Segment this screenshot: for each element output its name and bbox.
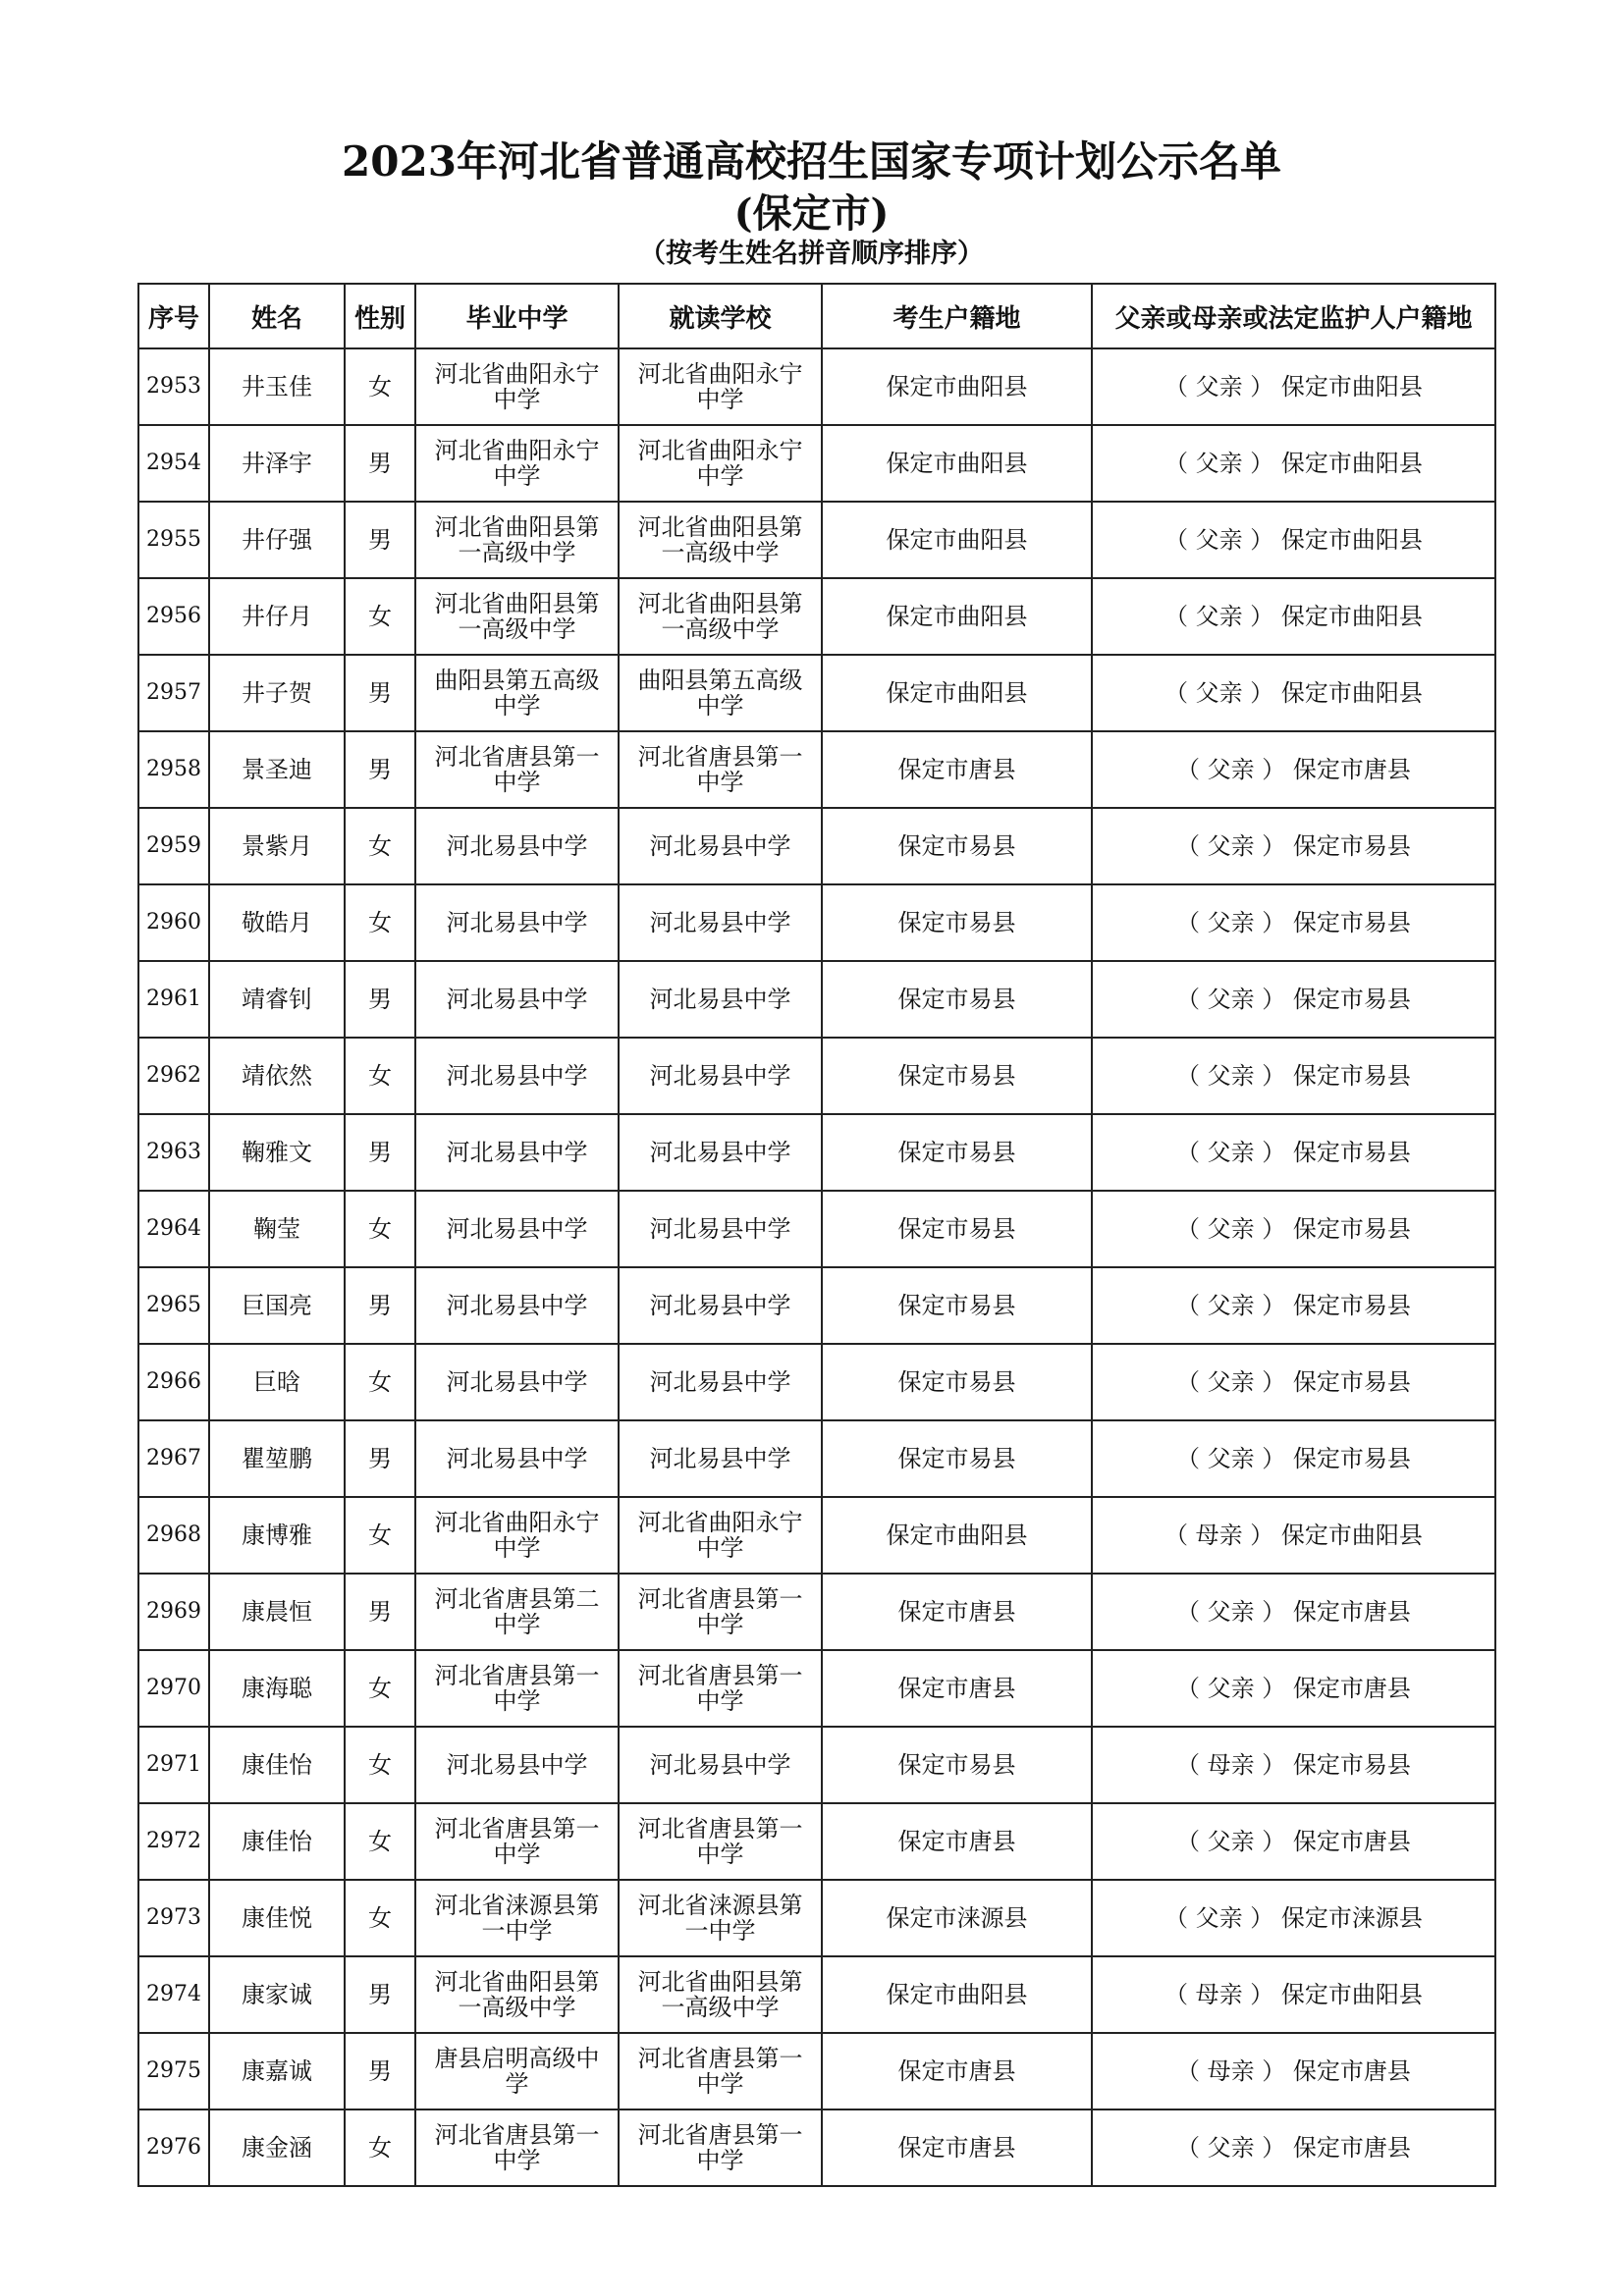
- header-current-school: 就读学校: [619, 284, 822, 348]
- cell-guardian-domicile: （ 父亲 ） 保定市唐县: [1092, 1574, 1495, 1650]
- cell-gender: 男: [345, 1420, 415, 1497]
- cell-guardian-domicile: （ 母亲 ） 保定市曲阳县: [1092, 1956, 1495, 2033]
- table-row: [138, 1803, 1495, 1880]
- cell-graduation-school: 河北省唐县第一中学: [415, 731, 619, 808]
- cell-gender: 女: [345, 348, 415, 425]
- cell-student-domicile: 保定市易县: [822, 884, 1092, 961]
- cell-current-school: 河北省涞源县第一中学: [619, 1880, 822, 1956]
- cell-guardian-domicile: （ 父亲 ） 保定市唐县: [1092, 1803, 1495, 1880]
- cell-graduation-school: 河北省曲阳永宁中学: [415, 425, 619, 502]
- cell-name: 鞠莹: [209, 1191, 345, 1267]
- cell-student-domicile: 保定市唐县: [822, 1803, 1092, 1880]
- cell-index: 2961: [138, 961, 209, 1038]
- cell-index: 2957: [138, 655, 209, 731]
- table-row: [138, 2109, 1495, 2186]
- cell-index: 2953: [138, 348, 209, 425]
- cell-name: 鞠雅文: [209, 1114, 345, 1191]
- cell-guardian-domicile: （ 父亲 ） 保定市易县: [1092, 961, 1495, 1038]
- cell-gender: 男: [345, 1574, 415, 1650]
- cell-student-domicile: 保定市易县: [822, 1267, 1092, 1344]
- cell-current-school: 河北易县中学: [619, 1191, 822, 1267]
- cell-graduation-school: 河北省曲阳永宁中学: [415, 348, 619, 425]
- cell-student-domicile: 保定市唐县: [822, 2109, 1092, 2186]
- cell-graduation-school: 河北省唐县第二中学: [415, 1574, 619, 1650]
- cell-current-school: 曲阳县第五高级中学: [619, 655, 822, 731]
- cell-guardian-domicile: （ 父亲 ） 保定市易县: [1092, 1114, 1495, 1191]
- cell-guardian-domicile: （ 母亲 ） 保定市唐县: [1092, 2033, 1495, 2109]
- cell-student-domicile: 保定市易县: [822, 1727, 1092, 1803]
- cell-guardian-domicile: （ 父亲 ） 保定市易县: [1092, 808, 1495, 884]
- cell-graduation-school: 河北易县中学: [415, 1267, 619, 1344]
- cell-index: 2969: [138, 1574, 209, 1650]
- table-row: [138, 425, 1495, 502]
- cell-current-school: 河北易县中学: [619, 808, 822, 884]
- cell-student-domicile: 保定市易县: [822, 1191, 1092, 1267]
- cell-guardian-domicile: （ 父亲 ） 保定市曲阳县: [1092, 578, 1495, 655]
- table-row: [138, 1497, 1495, 1574]
- cell-graduation-school: 河北易县中学: [415, 1191, 619, 1267]
- cell-name: 康晨恒: [209, 1574, 345, 1650]
- cell-graduation-school: 河北易县中学: [415, 1114, 619, 1191]
- table-row: [138, 348, 1495, 425]
- cell-student-domicile: 保定市曲阳县: [822, 655, 1092, 731]
- cell-name: 靖睿钊: [209, 961, 345, 1038]
- cell-current-school: 河北易县中学: [619, 884, 822, 961]
- table-row: [138, 1191, 1495, 1267]
- cell-name: 井子贺: [209, 655, 345, 731]
- cell-graduation-school: 河北易县中学: [415, 808, 619, 884]
- cell-current-school: 河北省曲阳永宁中学: [619, 1497, 822, 1574]
- cell-gender: 女: [345, 1344, 415, 1420]
- cell-index: 2972: [138, 1803, 209, 1880]
- cell-gender: 女: [345, 1803, 415, 1880]
- cell-gender: 男: [345, 961, 415, 1038]
- cell-student-domicile: 保定市曲阳县: [822, 502, 1092, 578]
- table-row: [138, 1650, 1495, 1727]
- cell-gender: 女: [345, 1650, 415, 1727]
- cell-guardian-domicile: （ 母亲 ） 保定市易县: [1092, 1727, 1495, 1803]
- cell-current-school: 河北易县中学: [619, 1727, 822, 1803]
- cell-name: 景紫月: [209, 808, 345, 884]
- cell-name: 康佳怡: [209, 1803, 345, 1880]
- cell-guardian-domicile: （ 父亲 ） 保定市曲阳县: [1092, 502, 1495, 578]
- cell-current-school: 河北省唐县第一中学: [619, 1803, 822, 1880]
- cell-name: 景圣迪: [209, 731, 345, 808]
- cell-current-school: 河北省曲阳永宁中学: [619, 425, 822, 502]
- table-row: [138, 655, 1495, 731]
- cell-guardian-domicile: （ 父亲 ） 保定市唐县: [1092, 1650, 1495, 1727]
- cell-index: 2967: [138, 1420, 209, 1497]
- cell-gender: 女: [345, 2109, 415, 2186]
- cell-current-school: 河北易县中学: [619, 1038, 822, 1114]
- cell-student-domicile: 保定市曲阳县: [822, 1497, 1092, 1574]
- cell-index: 2976: [138, 2109, 209, 2186]
- cell-gender: 女: [345, 578, 415, 655]
- cell-student-domicile: 保定市易县: [822, 961, 1092, 1038]
- cell-student-domicile: 保定市唐县: [822, 2033, 1092, 2109]
- table-row: [138, 1267, 1495, 1344]
- table-row: [138, 1956, 1495, 2033]
- cell-name: 康家诚: [209, 1956, 345, 2033]
- cell-student-domicile: 保定市唐县: [822, 731, 1092, 808]
- cell-gender: 男: [345, 1956, 415, 2033]
- cell-index: 2954: [138, 425, 209, 502]
- cell-index: 2965: [138, 1267, 209, 1344]
- cell-graduation-school: 唐县启明高级中学: [415, 2033, 619, 2109]
- cell-index: 2964: [138, 1191, 209, 1267]
- cell-student-domicile: 保定市易县: [822, 808, 1092, 884]
- cell-guardian-domicile: （ 父亲 ） 保定市曲阳县: [1092, 348, 1495, 425]
- cell-index: 2959: [138, 808, 209, 884]
- cell-name: 井泽宇: [209, 425, 345, 502]
- cell-name: 靖依然: [209, 1038, 345, 1114]
- cell-gender: 男: [345, 1114, 415, 1191]
- cell-guardian-domicile: （ 父亲 ） 保定市易县: [1092, 884, 1495, 961]
- cell-graduation-school: 河北省曲阳县第一高级中学: [415, 502, 619, 578]
- cell-current-school: 河北省唐县第一中学: [619, 731, 822, 808]
- cell-current-school: 河北易县中学: [619, 961, 822, 1038]
- cell-gender: 男: [345, 1267, 415, 1344]
- cell-guardian-domicile: （ 父亲 ） 保定市易县: [1092, 1038, 1495, 1114]
- table-row: [138, 884, 1495, 961]
- cell-index: 2971: [138, 1727, 209, 1803]
- cell-student-domicile: 保定市涞源县: [822, 1880, 1092, 1956]
- table-row: [138, 1038, 1495, 1114]
- cell-student-domicile: 保定市易县: [822, 1038, 1092, 1114]
- header-index: 序号: [138, 284, 209, 348]
- cell-current-school: 河北省唐县第一中学: [619, 1650, 822, 1727]
- cell-guardian-domicile: （ 父亲 ） 保定市曲阳县: [1092, 655, 1495, 731]
- page-subtitle-sort-note: （按考生姓名拼音顺序排序）: [639, 239, 984, 269]
- cell-index: 2963: [138, 1114, 209, 1191]
- cell-name: 井仔强: [209, 502, 345, 578]
- cell-name: 井仔月: [209, 578, 345, 655]
- cell-graduation-school: 河北省唐县第一中学: [415, 1803, 619, 1880]
- cell-graduation-school: 河北易县中学: [415, 961, 619, 1038]
- header-guardian-domicile: 父亲或母亲或法定监护人户籍地: [1092, 284, 1495, 348]
- cell-student-domicile: 保定市易县: [822, 1114, 1092, 1191]
- cell-gender: 女: [345, 1880, 415, 1956]
- cell-guardian-domicile: （ 父亲 ） 保定市唐县: [1092, 731, 1495, 808]
- cell-graduation-school: 河北省曲阳永宁中学: [415, 1497, 619, 1574]
- header-gender: 性别: [345, 284, 415, 348]
- cell-gender: 女: [345, 1191, 415, 1267]
- cell-index: 2975: [138, 2033, 209, 2109]
- header-graduation-school: 毕业中学: [415, 284, 619, 348]
- cell-name: 康佳怡: [209, 1727, 345, 1803]
- cell-graduation-school: 河北易县中学: [415, 1727, 619, 1803]
- cell-index: 2962: [138, 1038, 209, 1114]
- cell-graduation-school: 河北易县中学: [415, 1344, 619, 1420]
- cell-current-school: 河北省唐县第一中学: [619, 2109, 822, 2186]
- cell-guardian-domicile: （ 父亲 ） 保定市涞源县: [1092, 1880, 1495, 1956]
- cell-guardian-domicile: （ 母亲 ） 保定市曲阳县: [1092, 1497, 1495, 1574]
- cell-name: 巨国亮: [209, 1267, 345, 1344]
- cell-gender: 女: [345, 808, 415, 884]
- cell-current-school: 河北省唐县第一中学: [619, 2033, 822, 2109]
- cell-graduation-school: 河北易县中学: [415, 1038, 619, 1114]
- table-row: [138, 1114, 1495, 1191]
- table-body: [138, 348, 1495, 2186]
- cell-index: 2974: [138, 1956, 209, 2033]
- cell-name: 康海聪: [209, 1650, 345, 1727]
- cell-gender: 男: [345, 502, 415, 578]
- cell-guardian-domicile: （ 父亲 ） 保定市易县: [1092, 1344, 1495, 1420]
- table-row: [138, 1727, 1495, 1803]
- header-student-domicile: 考生户籍地: [822, 284, 1092, 348]
- roster-table: [137, 283, 1496, 2187]
- cell-gender: 男: [345, 731, 415, 808]
- cell-gender: 女: [345, 1727, 415, 1803]
- cell-student-domicile: 保定市唐县: [822, 1574, 1092, 1650]
- cell-graduation-school: 河北省曲阳县第一高级中学: [415, 578, 619, 655]
- cell-current-school: 河北易县中学: [619, 1420, 822, 1497]
- cell-name: 巨晗: [209, 1344, 345, 1420]
- cell-graduation-school: 曲阳县第五高级中学: [415, 655, 619, 731]
- cell-name: 康博雅: [209, 1497, 345, 1574]
- cell-student-domicile: 保定市曲阳县: [822, 1956, 1092, 2033]
- cell-name: 瞿堃鹏: [209, 1420, 345, 1497]
- cell-index: 2968: [138, 1497, 209, 1574]
- cell-student-domicile: 保定市唐县: [822, 1650, 1092, 1727]
- cell-index: 2966: [138, 1344, 209, 1420]
- cell-index: 2956: [138, 578, 209, 655]
- cell-graduation-school: 河北省涞源县第一中学: [415, 1880, 619, 1956]
- cell-guardian-domicile: （ 父亲 ） 保定市曲阳县: [1092, 425, 1495, 502]
- cell-graduation-school: 河北省唐县第一中学: [415, 2109, 619, 2186]
- cell-index: 2960: [138, 884, 209, 961]
- cell-student-domicile: 保定市易县: [822, 1344, 1092, 1420]
- cell-gender: 女: [345, 1038, 415, 1114]
- cell-guardian-domicile: （ 父亲 ） 保定市易县: [1092, 1191, 1495, 1267]
- table-row: [138, 2033, 1495, 2109]
- cell-index: 2970: [138, 1650, 209, 1727]
- cell-graduation-school: 河北易县中学: [415, 1420, 619, 1497]
- cell-student-domicile: 保定市曲阳县: [822, 425, 1092, 502]
- cell-current-school: 河北易县中学: [619, 1267, 822, 1344]
- cell-graduation-school: 河北省唐县第一中学: [415, 1650, 619, 1727]
- cell-current-school: 河北易县中学: [619, 1344, 822, 1420]
- cell-name: 井玉佳: [209, 348, 345, 425]
- cell-current-school: 河北省唐县第一中学: [619, 1574, 822, 1650]
- table-row: [138, 961, 1495, 1038]
- cell-gender: 女: [345, 884, 415, 961]
- table-row: [138, 1574, 1495, 1650]
- cell-gender: 男: [345, 2033, 415, 2109]
- cell-index: 2973: [138, 1880, 209, 1956]
- cell-gender: 男: [345, 425, 415, 502]
- cell-student-domicile: 保定市曲阳县: [822, 578, 1092, 655]
- cell-current-school: 河北省曲阳县第一高级中学: [619, 502, 822, 578]
- cell-name: 康佳悦: [209, 1880, 345, 1956]
- table-row: [138, 1344, 1495, 1420]
- cell-index: 2955: [138, 502, 209, 578]
- cell-graduation-school: 河北易县中学: [415, 884, 619, 961]
- cell-current-school: 河北省曲阳县第一高级中学: [619, 578, 822, 655]
- table-header-row: [138, 284, 1495, 348]
- cell-name: 敬皓月: [209, 884, 345, 961]
- cell-name: 康金涵: [209, 2109, 345, 2186]
- cell-index: 2958: [138, 731, 209, 808]
- table-row: [138, 808, 1495, 884]
- page-title: 2023年河北省普通高校招生国家专项计划公示名单: [342, 137, 1281, 186]
- table-row: [138, 1880, 1495, 1956]
- cell-gender: 男: [345, 655, 415, 731]
- table-row: [138, 502, 1495, 578]
- cell-current-school: 河北易县中学: [619, 1114, 822, 1191]
- cell-student-domicile: 保定市曲阳县: [822, 348, 1092, 425]
- cell-guardian-domicile: （ 父亲 ） 保定市唐县: [1092, 2109, 1495, 2186]
- page-subtitle-city: (保定市): [733, 190, 890, 237]
- table-row: [138, 731, 1495, 808]
- cell-graduation-school: 河北省曲阳县第一高级中学: [415, 1956, 619, 2033]
- cell-gender: 女: [345, 1497, 415, 1574]
- header-name: 姓名: [209, 284, 345, 348]
- table-row: [138, 578, 1495, 655]
- cell-current-school: 河北省曲阳永宁中学: [619, 348, 822, 425]
- cell-guardian-domicile: （ 父亲 ） 保定市易县: [1092, 1420, 1495, 1497]
- cell-name: 康嘉诚: [209, 2033, 345, 2109]
- cell-student-domicile: 保定市易县: [822, 1420, 1092, 1497]
- table-row: [138, 1420, 1495, 1497]
- cell-current-school: 河北省曲阳县第一高级中学: [619, 1956, 822, 2033]
- cell-guardian-domicile: （ 父亲 ） 保定市易县: [1092, 1267, 1495, 1344]
